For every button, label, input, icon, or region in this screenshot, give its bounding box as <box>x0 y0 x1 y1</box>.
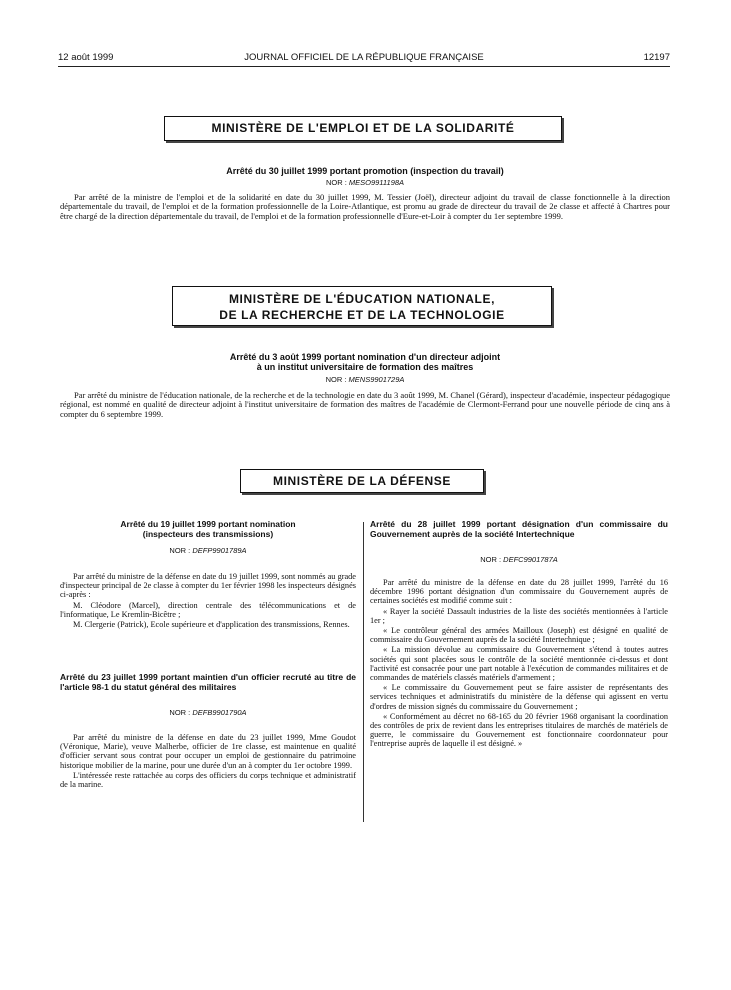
nor-code: MENS9901729A <box>348 375 405 384</box>
paragraph: « La mission dévolue au commissaire du Gouvernement s'étend à toutes autres sociétés qui sont placées sous le contrôle de la société mentionnée ci-dessus et dont l'activité est consacrée pour une part notable à l'exécution de commandes militaires et de commandes de matériels classés matériels d'armement ; <box>370 645 668 683</box>
decree-title: Arrêté du 30 juillet 1999 portant promotion (inspection du travail) <box>226 166 504 176</box>
nor-label: NOR : <box>169 546 191 555</box>
decree-title: Arrêté du 23 juillet 1999 portant maintien d'un officier recruté au titre de l'article 98-1 du statut général des militaires <box>60 672 356 692</box>
decree-title <box>60 520 356 539</box>
nor-reference <box>60 708 356 717</box>
header-date: 12 août 1999 <box>58 52 114 63</box>
paragraph: « Le contrôleur général des armées Mailloux (Joseph) est désigné en qualité de commissaire du Gouvernement auprès de la société Intertechnique ; <box>370 626 668 645</box>
paragraph: Par arrêté du ministre de la défense en date du 23 juillet 1999, Mme Goudot (Véronique, Marie), veuve Malherbe, officier de 1re classe, est maintenue en qualité d'officier servant sous contrat pour occuper un emploi de gestionnaire du patrimoine historique mobilier de la marine, pour une durée d'un an à compter du 1er octobre 1999. <box>60 733 356 770</box>
decree-title <box>60 352 670 372</box>
ministry-box-education <box>172 286 552 326</box>
ministry-box-emploi <box>164 116 562 141</box>
nor-label: NOR : <box>480 555 502 564</box>
header-journal-title: JOURNAL OFFICIEL DE LA RÉPUBLIQUE FRANÇAISE <box>244 52 484 63</box>
paragraph: « Le commissaire du Gouvernement peut se faire assister de représentants des services techniques et administratifs du ministère de la défense qui agissent en vertu d'ordres de mission signés du commissaire du Gouvernement ; <box>370 683 668 711</box>
header-page-number: 12197 <box>643 52 670 63</box>
paragraph: L'intéressée reste rattachée au corps des officiers du corps technique et administratif de la marine. <box>60 770 356 790</box>
column-divider <box>363 522 364 822</box>
paragraph: Par arrêté du ministre de la défense en date du 19 juillet 1999, sont nommés au grade d'inspecteur principal de 2e classe à compter du 1er février 1998 les inspecteurs désignés ci-après : <box>60 572 356 600</box>
decree-title-line1: Arrêté du 3 août 1999 portant nomination d'un directeur adjoint <box>229 352 501 362</box>
decree-body: Par arrêté du ministre de l'éducation nationale, de la recherche et de la technologie en date du 3 août 1999, M. Chanel (Gérard), inspecteur d'académie, inspecteur pédagogique régional, est nommé en qualité de directeur adjoint à l'institut universitaire de formation des maîtres de l'académie de Clermont-Ferrand pour une nouvelle période de cinq ans à compter du 6 septembre 1999. <box>60 390 670 419</box>
nor-code: MESO9911198A <box>348 178 405 187</box>
nor-code: DEFC9901787A <box>503 555 558 564</box>
ministry-name-line1: MINISTÈRE DE L'ÉDUCATION NATIONALE, <box>228 292 496 306</box>
nor-code: DEFP9901789A <box>192 546 247 555</box>
nor-reference <box>60 178 670 187</box>
ministry-name: MINISTÈRE DE LA DÉFENSE <box>272 474 452 488</box>
decree-title-line1: Arrêté du 19 juillet 1999 portant nomination <box>120 519 296 529</box>
nor-reference <box>370 555 668 564</box>
decree-body <box>60 572 356 630</box>
paragraph: Par arrêté du ministre de la défense en date du 28 juillet 1999, l'arrêté du 16 décembre 1996 portant désignation d'un commissaire du Gouvernement auprès de certaines sociétés est modifié comme suit : <box>370 578 668 606</box>
decree-title-line2: à un institut universitaire de formation des maîtres <box>256 362 474 372</box>
ministry-box-defense <box>240 469 484 493</box>
paragraph: M. Cléodore (Marcel), direction centrale des télécommunications et de l'informatique, Le Kremlin-Bicêtre ; <box>60 600 356 619</box>
nor-code: DEFB9901790A <box>192 708 247 717</box>
nor-reference <box>60 375 670 384</box>
ministry-name-line2: DE LA RECHERCHE ET DE LA TECHNOLOGIE <box>219 308 505 322</box>
paragraph: « Conformément au décret no 68-165 du 20 février 1968 organisant la coordination des contrôles de prix de revient dans les entreprises titulaires de marchés de matériels de guerre, le commissaire du Gouvernement est fonctionnaire coordonnateur pour l'entreprise auprès de laquelle il est désigné. » <box>370 711 668 749</box>
decree-body: Par arrêté de la ministre de l'emploi et de la solidarité en date du 30 juillet 1999, M. Tessier (Joël), directeur adjoint du travail de classe fonctionnelle à la direction départementale du travail, de l'emploi et de la formation professionnelle de la Loire-Atlantique, est promu au grade de directeur du travail de 2e classe et affecté à Chartres pour être chargé de la direction départementale du travail, de l'emploi et de la formation professionnelle d'Eure-et-Loir à compter du 1er septembre 1999. <box>60 192 670 221</box>
decree-body <box>60 733 356 790</box>
nor-label: NOR : <box>325 375 347 384</box>
decree-title: Arrêté du 28 juillet 1999 portant désignation d'un commissaire du Gouvernement auprès de la société Intertechnique <box>370 519 668 539</box>
nor-label: NOR : <box>325 178 347 187</box>
paragraph: M. Clergerie (Patrick), Ecole supérieure et d'application des transmissions, Rennes. <box>73 620 350 630</box>
paragraph: « Rayer la société Dassault industries de la liste des sociétés mentionnées à l'article 1er ; <box>370 606 668 625</box>
nor-label: NOR : <box>169 708 191 717</box>
running-header <box>58 52 670 67</box>
decree-body <box>370 578 668 750</box>
decree-title-line2: (inspecteurs des transmissions) <box>142 528 274 539</box>
ministry-name: MINISTÈRE DE L'EMPLOI ET DE LA SOLIDARITÉ <box>211 121 515 135</box>
nor-reference <box>60 546 356 555</box>
